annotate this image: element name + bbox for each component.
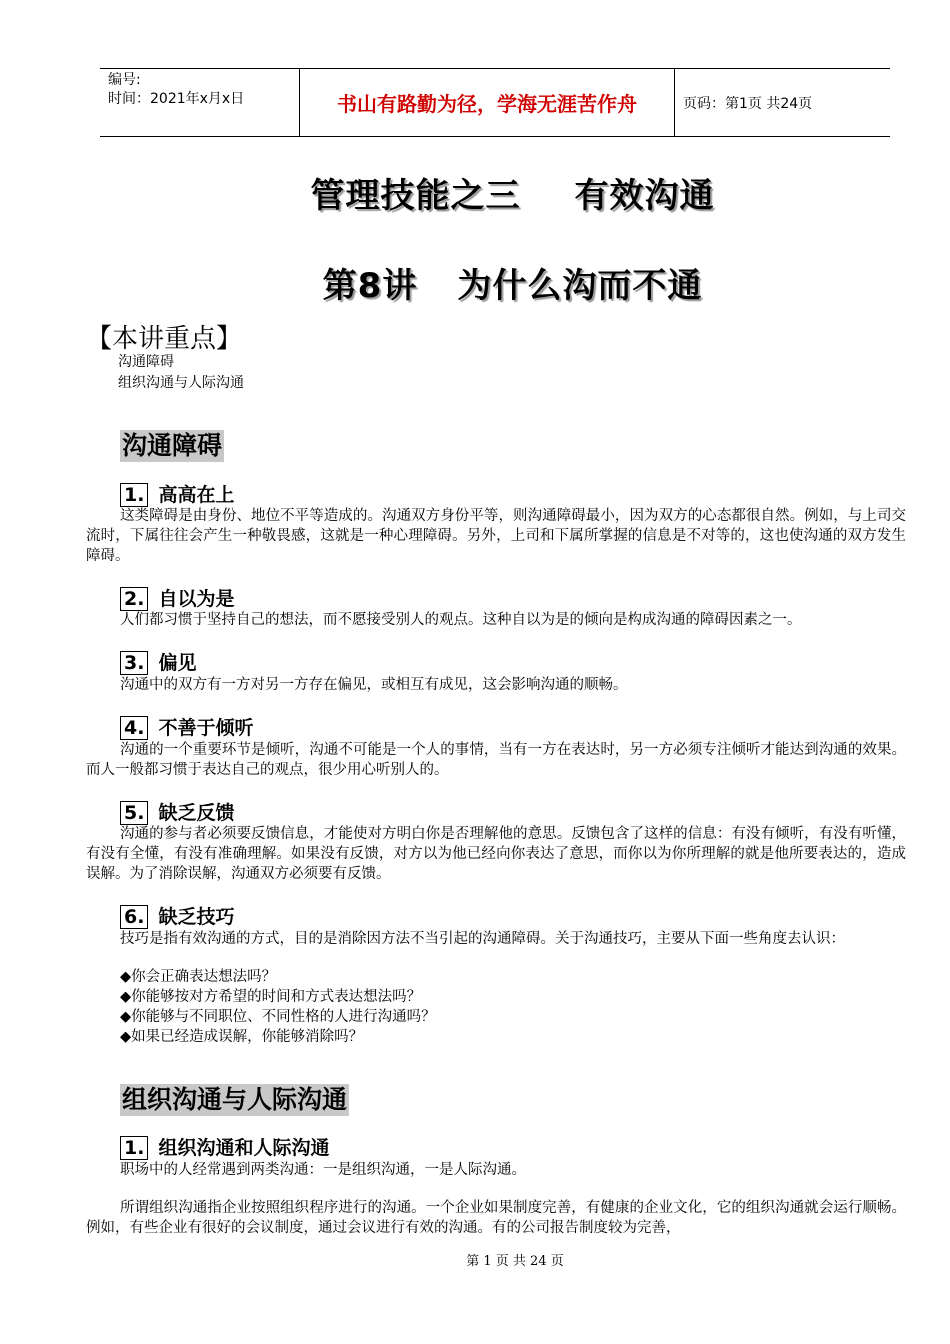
bullet-item: ◆你能够按对方希望的时间和方式表达想法吗？ bbox=[120, 989, 422, 1005]
header-motto: 书山有路勤为径，学海无涯苦作舟 bbox=[300, 69, 675, 136]
subsection-number: 1. bbox=[120, 1136, 148, 1160]
page-footer: 第 1 页 共 24 页 bbox=[466, 1254, 564, 1269]
page-header bbox=[100, 68, 890, 137]
subsection-heading bbox=[120, 587, 234, 611]
section-heading: 沟通障碍 bbox=[122, 431, 223, 460]
subsection-title: 缺乏反馈 bbox=[158, 802, 235, 824]
subsection-number: 4. bbox=[120, 716, 148, 740]
header-meta bbox=[100, 69, 300, 136]
paragraph: 沟通的参与者必须要反馈信息，才能使对方明白你是否理解他的意思。反馈包含了这样的信息：有没有倾听，有没有听懂，有没有全懂，有没有准确理解。如果没有反馈，对方以为他已经向你表达了意思，而你以为你所理解的就是他所要表达的，造成误解。为了消除误解，沟通双方必须要有反馈。 bbox=[86, 826, 906, 882]
subsection-title: 组织沟通和人际沟通 bbox=[158, 1137, 330, 1159]
bullet-item: ◆你会正确表达想法吗？ bbox=[120, 969, 277, 985]
subsection-title: 缺乏技巧 bbox=[158, 906, 235, 928]
subsection-title: 高高在上 bbox=[158, 484, 235, 506]
paragraph: 沟通的一个重要环节是倾听，沟通不可能是一个人的事情，当有一方在表达时，另一方必须专注倾听才能达到沟通的效果。而人一般都习惯于表达自己的观点，很少用心听别人的。 bbox=[86, 742, 906, 778]
lecture-title bbox=[0, 258, 950, 307]
subsection-number: 1. bbox=[120, 483, 148, 507]
subsection-title: 不善于倾听 bbox=[158, 717, 254, 739]
paragraph: 人们都习惯于坚持自己的想法，而不愿接受别人的观点。这种自以为是的倾向是构成沟通的障碍因素之一。 bbox=[120, 612, 802, 628]
subsection-number: 2. bbox=[120, 587, 148, 611]
bullet-item: ◆你能够与不同职位、不同性格的人进行沟通吗？ bbox=[120, 1009, 436, 1025]
subsection-number: 6. bbox=[120, 905, 148, 929]
paragraph: 这类障碍是由身份、地位不平等造成的。沟通双方身份平等，则沟通障碍最小，因为双方的心态都很自然。例如，与上司交流时，下属往往会产生一种敬畏感，这就是一种心理障碍。另外，上司和下属所掌握的信息是不对等的，这也使沟通的双方发生障碍。 bbox=[86, 508, 906, 564]
key-points-heading: 【本讲重点】 bbox=[86, 324, 243, 354]
title-part1: 管理技能之三 bbox=[310, 176, 521, 216]
title-part2: 有效沟通 bbox=[574, 176, 715, 216]
lecture-number: 第8讲 bbox=[322, 266, 418, 306]
paragraph: 职场中的人经常遇到两类沟通：一是组织沟通，一是人际沟通。 bbox=[120, 1162, 526, 1178]
lecture-topic: 为什么沟而不通 bbox=[457, 266, 703, 306]
number-label: 编号: bbox=[108, 72, 141, 88]
key-point-item: 组织沟通与人际沟通 bbox=[118, 375, 244, 391]
section-heading: 组织沟通与人际沟通 bbox=[122, 1085, 348, 1114]
bullet-item: ◆如果已经造成误解，你能够消除吗？ bbox=[120, 1029, 364, 1045]
key-point-item: 沟通障碍 bbox=[118, 354, 174, 370]
subsection-heading bbox=[120, 651, 196, 675]
paragraph: 技巧是指有效沟通的方式，目的是消除因方法不当引起的沟通障碍。关于沟通技巧，主要从下面一些角度去认识： bbox=[120, 931, 845, 947]
header-page-info: 页码：第1页 共24页 bbox=[683, 95, 813, 112]
paragraph: 沟通中的双方有一方对另一方存在偏见，或相互有成见，这会影响沟通的顺畅。 bbox=[120, 677, 628, 693]
subsection-heading bbox=[120, 716, 253, 740]
subsection-heading bbox=[120, 905, 234, 929]
subsection-number: 5. bbox=[120, 801, 148, 825]
subsection-title: 偏见 bbox=[158, 652, 197, 674]
subsection-title: 自以为是 bbox=[158, 588, 235, 610]
time-label: 时间：2021年x月x日 bbox=[108, 91, 245, 107]
subsection-number: 3. bbox=[120, 651, 148, 675]
paragraph: 所谓组织沟通指企业按照组织程序进行的沟通。一个企业如果制度完善，有健康的企业文化，它的组织沟通就会运行顺畅。例如，有些企业有很好的会议制度，通过会议进行有效的沟通。有的公司报告制度较为完善， bbox=[86, 1200, 906, 1236]
subsection-heading bbox=[120, 483, 234, 507]
subsection-heading bbox=[120, 1136, 329, 1160]
main-title bbox=[0, 168, 950, 217]
subsection-heading bbox=[120, 801, 234, 825]
